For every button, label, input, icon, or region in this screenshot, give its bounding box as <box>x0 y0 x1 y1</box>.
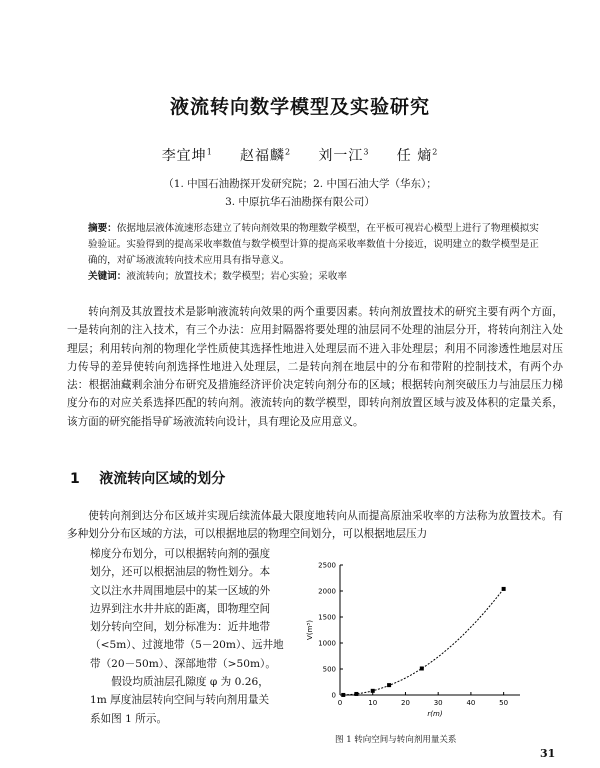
affiliation-line: （1. 中国石油勘探开发研究院；2. 中国石油大学（华东）； <box>163 178 437 190</box>
intro-paragraph: 转向剂及其放置技术是影响液流转向效果的两个重要因素。转向剂放置技术的研究主要有两个方面，一是转向剂的注入技术，有三个办法：应用封隔器将要处理的油层同不处理的油层分开，将转向剂注入处理层；利用转向剂的物理化学性质使其选择性地进入处理层而不进入非处理层；利用不同渗透性地层对压力传导的差异使转向剂选择性地进入处理层，二是转向剂在地层中的分布和带附的控制技术，有两个办法：根据油藏剩余油分布研究及措施经济评价决定转向剂分布的区域；根据转向剂突破压力与油层压力梯度分布的对应关系选择匹配的转向剂。液流转向的数学模型，即转向剂放置区域与波及体积的定量关系，该方面的研究能指导矿场液流转向设计，具有理论及应用意义。 <box>67 306 563 428</box>
section-number: 1 <box>70 471 80 487</box>
y-axis-label: V(m³) <box>306 620 314 640</box>
text-line: 系如图 1 所示。 <box>90 712 168 725</box>
text-line: 带（20－50m）、深部地带（>50m）。 <box>90 657 276 670</box>
text-line: 划分，还可以根据油层的物性划分。本 <box>90 566 271 579</box>
abstract-text: 依据地层液体流速形态建立了转向剂效果的物理数学模型，在平板可视岩心模型上进行了物理模拟实验验证。实验得到的提高采收率数值与数学模型计算的提高采收率数值十分接近，说明建立的数学模型是正确的，对矿场液流转向技术应用具有指导意义。 <box>88 223 539 266</box>
text-line: 边界到注水井井底的距离，即物理空间 <box>90 602 271 615</box>
section-title: 液流转向区域的划分 <box>99 471 226 487</box>
affiliation-line: 3. 中原抗华石油勘探有限公司） <box>225 196 375 208</box>
section-heading <box>70 468 225 488</box>
figure-1-chart <box>300 555 540 730</box>
x-tick-label: 40 <box>466 699 476 707</box>
data-point <box>341 693 345 697</box>
left-column-text <box>90 545 290 728</box>
data-point <box>354 692 358 696</box>
text-line: （<5m）、过渡地带（5－20m）、远井地 <box>90 639 284 652</box>
author: 赵福麟 <box>240 148 286 164</box>
text-line: 1m 厚度油层转向空间与转向剂用量关 <box>90 694 270 707</box>
y-tick-label: 2000 <box>318 587 336 596</box>
x-axis-label: r(m) <box>427 710 443 718</box>
x-tick-label: 10 <box>368 699 378 707</box>
x-tick-label: 30 <box>433 699 443 707</box>
data-point <box>371 689 375 693</box>
x-tick-label: 20 <box>400 699 410 707</box>
x-tick-label: 50 <box>499 699 509 707</box>
data-point <box>387 683 391 687</box>
abstract-label: 摘要： <box>88 223 117 234</box>
text-line: 划分转向空间，划分标准为：近井地带 <box>90 621 271 634</box>
text-line: 文以注水井周围地层中的某一区域的外 <box>90 584 271 597</box>
y-tick-label: 1500 <box>318 613 336 622</box>
data-point <box>420 666 424 670</box>
y-tick-label: 0 <box>331 691 336 700</box>
page-number: 31 <box>540 747 556 760</box>
y-tick-label: 500 <box>322 665 336 674</box>
text-line: 梯度分布划分，可以根据转向剂的强度 <box>90 548 271 560</box>
text-line: 假设均质油层孔隙度 φ 为 0.26， <box>111 676 269 689</box>
section-paragraph: 使转向剂到达分布区域并实现后续流体最大限度地转向从而提高原油采收率的方法称为放置技术。有多种划分分布区域的方法，可以根据地层的物理空间划分，可以根据地层压力 <box>67 510 563 541</box>
author-list: 李宜坤$^1$ 赵福麟$^2$ 刘一江$^3$ 任 熵$^2$ <box>161 147 439 164</box>
author: 李宜坤 <box>161 148 207 164</box>
figure-caption: 图 1 转向空间与转向剂用量关系 <box>335 735 457 745</box>
series-line <box>340 589 504 695</box>
keywords-label: 关键词： <box>88 271 127 282</box>
keywords-text: 液流转向；放置技术；数学模型；岩心实验；采收率 <box>126 271 348 282</box>
y-tick-label: 2500 <box>318 561 336 570</box>
paper-title: 液流转向数学模型及实验研究 <box>169 96 430 118</box>
y-tick-label: 1000 <box>318 639 336 648</box>
abstract <box>88 221 548 285</box>
data-point <box>502 587 506 591</box>
author: 任 熵 <box>396 148 433 164</box>
x-tick-label: 0 <box>337 699 343 707</box>
author: 刘一江 <box>318 148 364 164</box>
